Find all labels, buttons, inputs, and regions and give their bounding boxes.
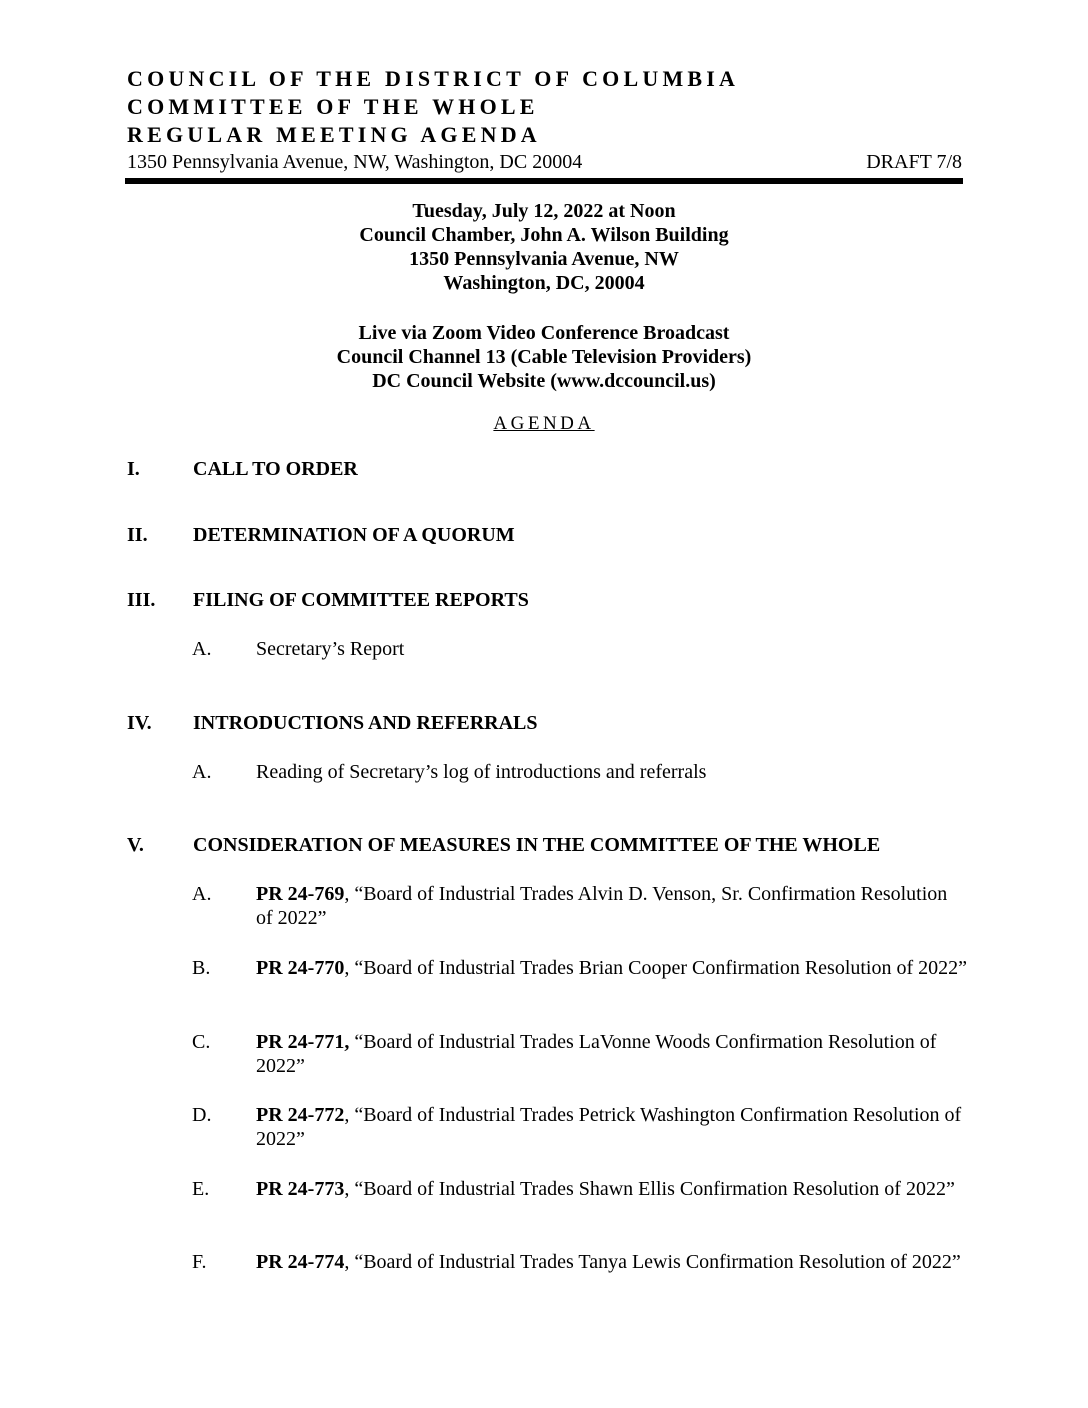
- item-letter: A.: [192, 883, 212, 905]
- draft-label: DRAFT 7/8: [866, 151, 962, 173]
- broadcast-website: DC Council Website (www.dccouncil.us): [372, 370, 716, 392]
- header-title-line-1: COUNCIL OF THE DISTRICT OF COLUMBIA: [127, 66, 740, 91]
- section-title: FILING OF COMMITTEE REPORTS: [193, 589, 529, 611]
- header-title-line-3: REGULAR MEETING AGENDA: [127, 122, 541, 147]
- meeting-city: Washington, DC, 20004: [443, 272, 645, 294]
- broadcast-info: [125, 321, 963, 393]
- section-title: CALL TO ORDER: [193, 458, 358, 480]
- meeting-location: Council Chamber, John A. Wilson Building: [359, 224, 729, 246]
- item-letter: D.: [192, 1104, 212, 1126]
- item-letter: B.: [192, 957, 211, 979]
- item-letter: A.: [192, 638, 212, 660]
- item-text: Reading of Secretary’s log of introductions and referrals: [256, 761, 707, 783]
- section-number: II.: [127, 524, 148, 546]
- item-letter: E.: [192, 1178, 210, 1200]
- broadcast-channel: Council Channel 13 (Cable Television Providers): [336, 346, 752, 368]
- measure-title: “Board of Industrial Trades Brian Cooper Confirmation Resolution of 2022”: [354, 957, 968, 979]
- section-title: DETERMINATION OF A QUORUM: [193, 524, 515, 546]
- section-title: INTRODUCTIONS AND REFERRALS: [193, 712, 538, 734]
- measure-title: “Board of Industrial Trades Shawn Ellis Confirmation Resolution of 2022”: [354, 1178, 955, 1200]
- item-letter: C.: [192, 1031, 211, 1053]
- agenda-heading: AGENDA: [493, 413, 595, 434]
- item-text: PR 24-770, “Board of Industrial Trades Brian Cooper Confirmation Resolution of 2022”: [256, 957, 968, 979]
- measure-number: PR 24-770: [256, 957, 345, 979]
- measure-number: PR 24-774: [256, 1251, 345, 1273]
- meeting-street: 1350 Pennsylvania Avenue, NW: [409, 248, 679, 270]
- measure-title: “Board of Industrial Trades Alvin D. Venson, Sr. Confirmation Resolution of 2022”: [256, 883, 948, 929]
- item-text: PR 24-773, “Board of Industrial Trades Shawn Ellis Confirmation Resolution of 2022”: [256, 1178, 955, 1200]
- item-text: PR 24-772, “Board of Industrial Trades Petrick Washington Confirmation Resolution of 2022”: [256, 1104, 962, 1150]
- measure-number: PR 24-773: [256, 1178, 345, 1200]
- broadcast-zoom: Live via Zoom Video Conference Broadcast: [358, 322, 730, 344]
- section-number: V.: [127, 834, 144, 856]
- item-letter: A.: [192, 761, 212, 783]
- header-title-line-2: COMMITTEE OF THE WHOLE: [127, 94, 539, 119]
- measure-number: PR 24-769: [256, 883, 345, 905]
- item-letter: F.: [192, 1251, 207, 1273]
- section-number: IV.: [127, 712, 152, 734]
- header-address: 1350 Pennsylvania Avenue, NW, Washington, DC 20004: [127, 151, 583, 173]
- section-number: I.: [127, 458, 140, 480]
- item-text: PR 24-769, “Board of Industrial Trades Alvin D. Venson, Sr. Confirmation Resolution of 2022”: [256, 883, 948, 929]
- item-text: Secretary’s Report: [256, 638, 405, 660]
- item-text: PR 24-774, “Board of Industrial Trades Tanya Lewis Confirmation Resolution of 2022”: [256, 1251, 961, 1273]
- meeting-info: [125, 199, 963, 295]
- measure-number: PR 24-772: [256, 1104, 345, 1126]
- measure-title: “Board of Industrial Trades Petrick Washington Confirmation Resolution of 2022”: [256, 1104, 962, 1150]
- section-title: CONSIDERATION OF MEASURES IN THE COMMITTEE OF THE WHOLE: [193, 834, 881, 856]
- measure-title: “Board of Industrial Trades LaVonne Woods Confirmation Resolution of 2022”: [256, 1031, 937, 1077]
- section-number: III.: [127, 589, 156, 611]
- header-rule: [125, 178, 963, 184]
- item-text: [256, 1030, 968, 1078]
- measure-title: “Board of Industrial Trades Tanya Lewis Confirmation Resolution of 2022”: [354, 1251, 961, 1273]
- meeting-date: Tuesday, July 12, 2022 at Noon: [412, 200, 676, 222]
- measure-number: PR 24-771,: [256, 1031, 350, 1053]
